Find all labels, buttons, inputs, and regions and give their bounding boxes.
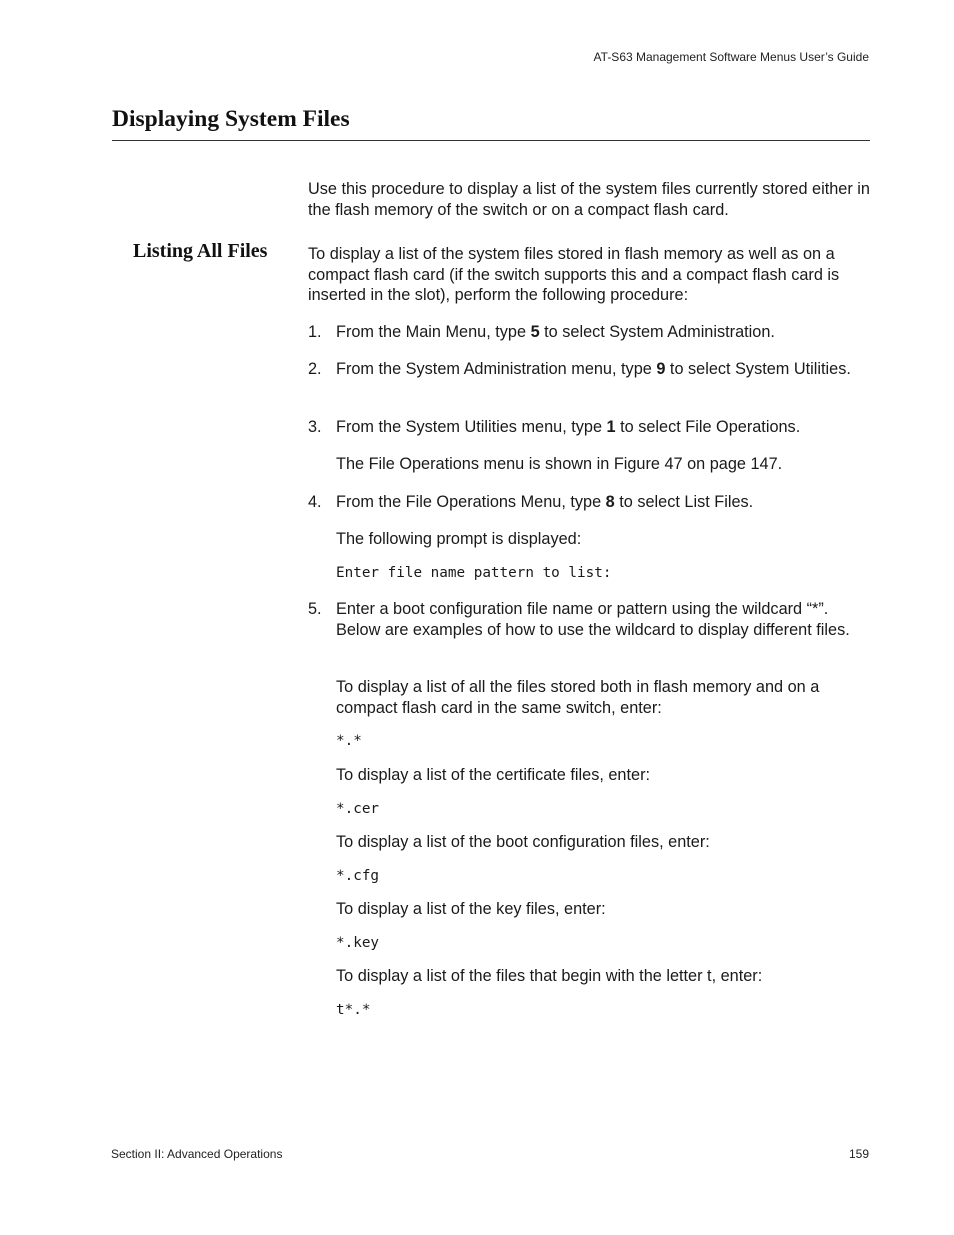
menu-key: 8 xyxy=(605,493,615,511)
step-number: 3. xyxy=(308,418,322,436)
page-number: 159 xyxy=(848,1147,869,1161)
example-description: To display a list of the boot configuration files, enter: xyxy=(336,833,710,851)
step-number: 1. xyxy=(308,323,322,341)
example-description: To display a list of all the files stored both in flash memory and on a compact flash card in the same switch, enter: xyxy=(336,678,820,717)
running-header: AT-S63 Management Software Menus User’s Guide xyxy=(593,50,869,64)
footer-section: Section II: Advanced Operations xyxy=(111,1147,283,1161)
prompt-code: Enter file name pattern to list: xyxy=(336,565,612,581)
example-code: t*.* xyxy=(336,1002,371,1018)
example-code: *.* xyxy=(336,733,362,749)
step-1-text: From the Main Menu, type 5 to select System Administration. xyxy=(336,323,775,341)
example-code: *.key xyxy=(336,935,380,951)
step-2-text: From the System Administration menu, type 9 to select System Utilities. xyxy=(336,360,851,378)
step-3-text: From the System Utilities menu, type 1 to select File Operations. xyxy=(336,418,801,436)
menu-key: 1 xyxy=(606,418,616,436)
subsection-heading: Listing All Files xyxy=(133,240,268,262)
step-number: 4. xyxy=(308,493,322,511)
menu-key: 9 xyxy=(656,360,666,378)
step-4-text: From the File Operations Menu, type 8 to select List Files. xyxy=(336,493,754,511)
step-5-text: Enter a boot configuration file name or pattern using the wildcard “*”. Below are examples of how to use the wildcard to display different files. xyxy=(336,600,850,639)
example-description: To display a list of the key files, enter: xyxy=(336,900,606,918)
menu-key: 5 xyxy=(530,323,540,341)
section-divider xyxy=(112,140,870,141)
section-title: Displaying System Files xyxy=(112,106,350,132)
step-number: 2. xyxy=(308,360,322,378)
subsection-lead-paragraph: To display a list of the system files stored in flash memory as well as on a compact flash card (if the switch supports this and a compact flash card is inserted in the slot), perform the following procedure: xyxy=(308,245,840,304)
example-description: To display a list of the files that begin with the letter t, enter: xyxy=(336,967,763,985)
example-description: To display a list of the certificate files, enter: xyxy=(336,766,651,784)
step-number: 5. xyxy=(308,600,322,618)
step-3-note: The File Operations menu is shown in Figure 47 on page 147. xyxy=(336,455,783,473)
step-4-note: The following prompt is displayed: xyxy=(336,530,582,548)
intro-paragraph: Use this procedure to display a list of the system files currently stored either in the flash memory of the switch or on a compact flash card. xyxy=(308,180,870,219)
example-code: *.cer xyxy=(336,801,380,817)
example-code: *.cfg xyxy=(336,868,380,884)
